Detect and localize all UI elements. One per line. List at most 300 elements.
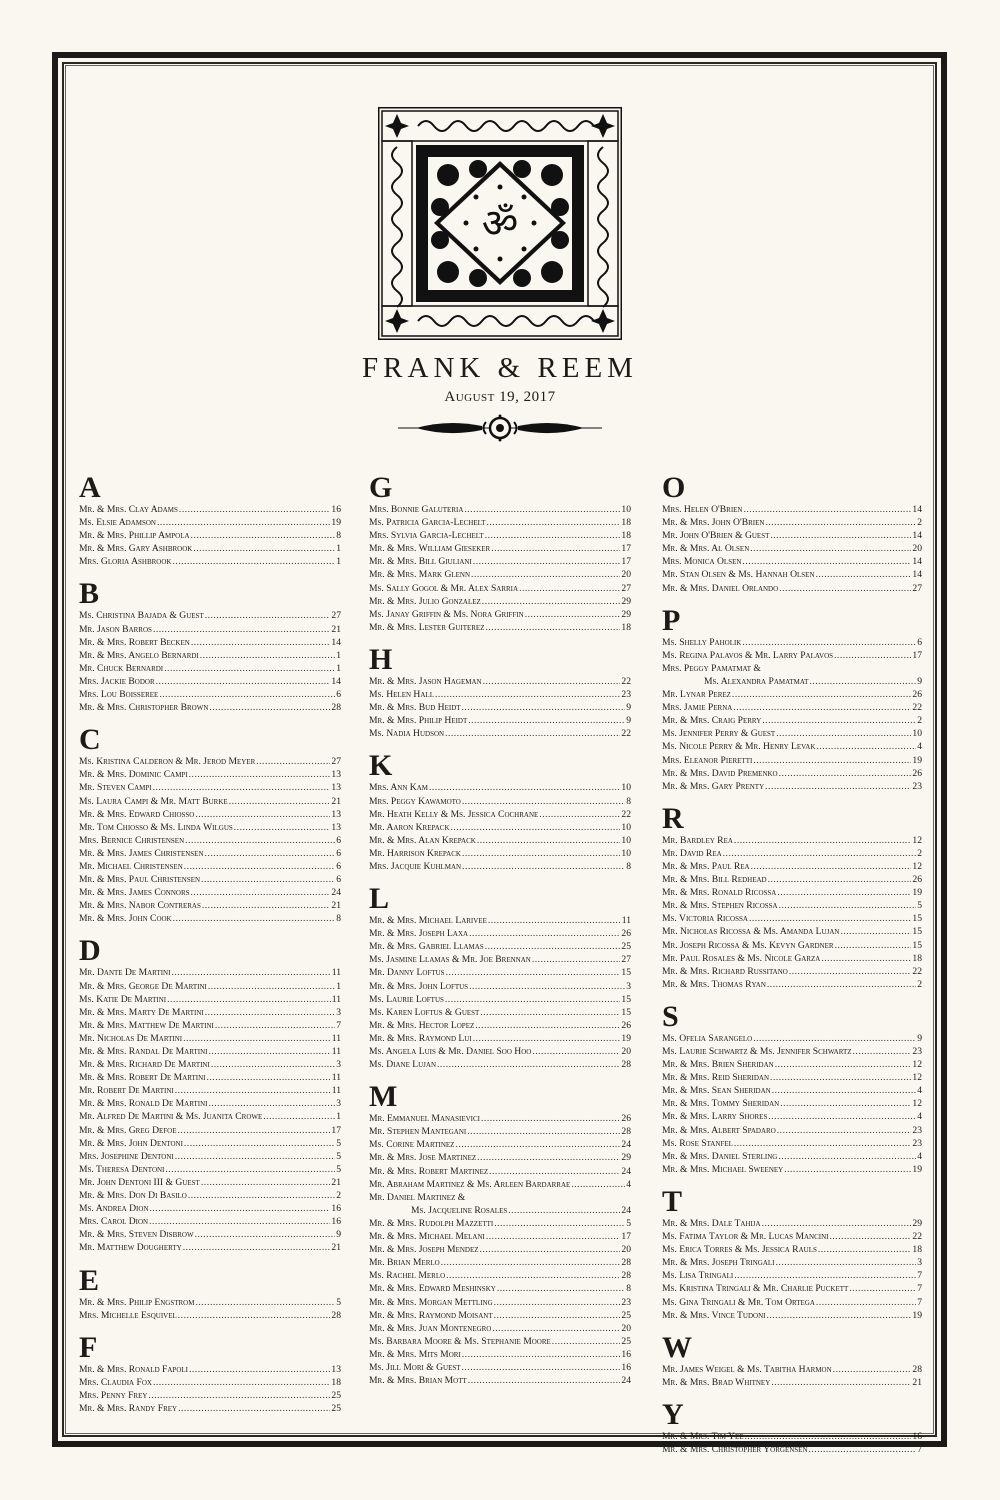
guest-entry [369,1178,631,1191]
dot-leader [473,555,621,568]
table-number: 20 [621,569,631,581]
guest-entry [79,1110,341,1123]
table-number: 10 [621,504,631,515]
table-number: 26 [912,689,922,701]
guest-name: Mr. Stephen Mantegani [369,1126,467,1138]
guest-entry [369,1006,631,1019]
section-letter: Y [662,1397,684,1431]
guest-entry [369,993,631,1006]
dot-leader [173,912,336,925]
table-number: 25 [331,1402,341,1414]
guest-entry [662,1032,922,1045]
table-number: 16 [331,1216,341,1228]
table-number: 22 [912,1231,922,1243]
guest-entry [662,1269,922,1282]
section-letter: B [79,577,100,611]
dot-leader [468,1374,621,1387]
guest-entry [369,847,631,860]
guest-name: Mr. & Mrs. Rudolph Mazzetti [369,1217,494,1229]
dot-leader [195,1228,336,1241]
guest-name: Ms. Fatima Taylor & Mr. Lucas Mancini [662,1231,829,1243]
guest-name: Ms. Janay Griffin & Ms. Nora Griffin [369,608,524,620]
guest-name: Mr. Nicholas Ricossa & Ms. Amanda Lujan [662,926,840,938]
table-number: 19 [912,1309,922,1321]
guest-entry [369,727,631,740]
table-number: 27 [621,582,631,594]
guest-entry [79,768,341,781]
guest-name: Mr. & Mrs. Gary Prenty [662,780,765,792]
table-number: 13 [331,808,341,820]
guest-entry [79,755,341,768]
guest-name: Mr. & Mrs. Bill Giuliani [369,556,472,568]
section-letter: A [79,471,101,504]
section-h [369,644,631,740]
guest-name: Mr. & Mrs. Brad Whitney [662,1376,771,1388]
dot-leader [519,582,620,595]
dot-leader [776,1256,917,1269]
dot-leader [483,675,621,688]
dot-leader [779,582,911,595]
guest-entry [662,1363,922,1376]
guest-name: Ms. Jasmine Llamas & Mr. Joe Brennan [369,954,531,966]
section-letter: W [662,1330,692,1364]
table-number: 24 [621,1139,631,1151]
table-number: 25 [331,1389,341,1401]
dot-leader [189,1363,330,1376]
guest-entry [662,1124,922,1137]
guest-name: Mr. & Mrs. Alan Krepack [369,834,476,846]
guest-name: Mr. Emmanuel Manasievici [369,1113,481,1125]
guest-name: Mr. & Mrs. Sean Sheridan [662,1085,771,1097]
table-number: 26 [621,1113,631,1125]
guest-entry [79,1402,341,1415]
table-number: 19 [912,887,922,899]
guest-name: Ms. Alexandra Pamatmat [704,675,809,687]
table-number: 11 [331,1072,341,1084]
table-number: 4 [917,1150,922,1162]
guest-entry [369,860,631,873]
dot-leader [195,1296,335,1309]
section-letter: P [662,603,681,637]
table-number: 15 [621,967,631,979]
guest-entry [662,1045,922,1058]
guest-entry [662,860,922,873]
table-number: 18 [621,517,631,529]
guest-entry [662,1084,922,1097]
dot-leader [778,1150,916,1163]
guest-entry [662,555,922,568]
dot-leader [732,688,911,701]
guest-entry [662,568,922,581]
guest-name: Mr. & Mrs. Robert Martinez [369,1165,489,1177]
guest-name: Mr. & Mrs. John Dentoni [79,1137,183,1149]
table-number: 13 [331,782,341,794]
guest-name: Mrs. Penny Frey [79,1389,148,1401]
dot-leader [208,1097,335,1110]
table-number: 10 [621,847,631,859]
guest-entry [662,912,922,925]
guest-entry [79,886,341,899]
table-number: 20 [621,1046,631,1057]
guest-entry [369,1112,631,1125]
table-number: 28 [912,1363,922,1375]
dot-leader [488,914,621,927]
guest-name: Ms. Rose Stanfel [662,1137,733,1149]
section-m [369,1081,631,1387]
guest-entry [369,1374,631,1387]
guest-entry [369,1125,631,1138]
dot-leader [780,1097,911,1110]
guest-name: Ms. Diane Lujan [369,1059,437,1071]
guest-entry [369,621,631,634]
guest-entry [369,714,631,727]
guest-name: Mr. & Mrs. Raymond Moisant [369,1309,493,1321]
guest-name: Mr. & Mrs. Juan Montenegro [369,1322,492,1334]
table-number: 1 [336,543,341,555]
table-number: 25 [621,1335,631,1347]
guest-entry [79,688,341,701]
table-number: 11 [331,1032,341,1044]
guest-name: Ms. Jacqueline Rosales [411,1204,508,1216]
couple-names: FRANK & REEM [362,352,638,384]
table-number: 2 [917,715,922,727]
guest-name: Ms. Laurie Loftus [369,993,444,1005]
dot-leader [205,1006,335,1019]
guest-name: Mr. Matthew Dougherty [79,1242,182,1254]
guest-name: Mrs. Monica Olsen [662,556,742,568]
section-w [662,1332,922,1389]
guest-entry [369,1230,631,1243]
guest-entry [662,1110,922,1123]
table-number: 29 [912,1217,922,1229]
guest-name: Mr. & Mrs. Mark Glenn [369,569,471,581]
guest-name: Mrs. Peggy Kawamoto [369,795,461,807]
guest-name: Ms. Rachel Merlo [369,1270,446,1282]
table-number: 14 [912,569,922,581]
dot-leader [157,516,330,529]
guest-name: Mr. & Mrs. Randy Frey [79,1402,178,1414]
dot-leader [745,1430,912,1443]
table-number: 24 [331,887,341,899]
dot-leader [771,1376,911,1389]
guest-name: Mr. Jason Barros [79,623,152,635]
dot-leader [835,939,912,952]
guest-name: Mr. Aaron Krepack [369,821,450,833]
guest-entry [79,821,341,834]
dot-leader [195,808,330,821]
guest-entry [662,1217,922,1230]
table-number: 3 [336,1059,341,1071]
section-k [369,750,631,873]
dot-leader [184,860,335,873]
guest-name: Mr. & Mrs. Hector Lopez [369,1019,475,1031]
guest-entry [662,1256,922,1269]
dot-leader [525,608,621,621]
dot-leader [480,1243,621,1256]
guest-name: Ms. Kristina Tringali & Mr. Charlie Puckett [662,1283,849,1295]
dot-leader [776,727,911,740]
guest-entry [662,754,922,767]
guest-name: Mr. & Mrs. Ronald De Martini [79,1098,208,1110]
table-number: 9 [336,1229,341,1241]
guest-entry [79,795,341,808]
table-number: 20 [621,1244,631,1256]
table-number: 7 [917,1283,922,1295]
dot-leader [200,649,335,662]
guest-name: Mr. & Mrs. Matthew De Martini [79,1019,214,1031]
guest-name: Mr. & Mrs. Philip Engstrom [79,1296,195,1308]
table-number: 17 [912,649,922,661]
dot-leader [183,1241,331,1254]
table-number: 5 [336,1137,341,1149]
dot-leader [469,980,625,993]
table-number: 14 [331,636,341,648]
guest-entry [369,1256,631,1269]
table-number: 14 [912,556,922,568]
guest-entry [79,623,341,636]
section-p [662,605,922,793]
guest-entry [79,516,341,529]
guest-name: Mr. & Mrs. Jose Martinez [369,1152,477,1164]
guest-name: Ms. Kristina Calderon & Mr. Jerod Meyer [79,756,256,768]
table-number: 15 [912,939,922,951]
guest-name: Mr. & Mrs. Richard Russitano [662,965,788,977]
dot-leader [723,847,917,860]
guest-name: Mr. Chuck Bernardi [79,662,164,674]
guest-entry [79,1058,341,1071]
section-letter: H [369,642,393,676]
guest-name: Mr. & Mrs. James Connors [79,887,190,899]
guest-entry [79,1150,341,1163]
guest-name: Mr. & Mrs. Christopher Brown [79,702,209,714]
guest-name: Mr. & Mrs. Tim Yee [662,1430,744,1442]
dot-leader [429,781,620,794]
guest-name: Mr. & Mrs. Jason Hageman [369,675,482,687]
guest-name: Ms. Shelly Paholik [662,636,742,648]
guest-name: Mr. & Mrs. Joseph Tringali [662,1257,775,1269]
dot-leader [487,516,621,529]
table-number: 2 [336,1190,341,1202]
table-number: 5 [336,1163,341,1175]
dot-leader [153,623,330,636]
guest-entry [369,595,631,608]
guest-name: Ms. Ofelia Sarangelo [662,1032,753,1044]
dot-leader [834,649,911,662]
dot-leader [148,1389,330,1402]
table-number: 23 [621,1296,631,1308]
guest-entry [662,1376,922,1389]
dot-leader [777,886,911,899]
guest-name: Ms. Jill Mori & Guest [369,1361,461,1373]
dot-leader [494,1296,621,1309]
dot-leader [477,834,621,847]
guest-entry [79,675,341,688]
dot-leader [784,1163,911,1176]
dot-leader [179,503,330,516]
table-number: 8 [626,795,631,807]
seating-column-2 [369,472,631,1397]
guest-entry [79,873,341,886]
guest-name: Mr. & Mrs. George De Martini [79,980,207,992]
guest-name: Ms. Patricia Garcia-Lechelt [369,517,486,529]
guest-entry [79,662,341,675]
dot-leader [816,740,916,753]
dot-leader [178,1309,331,1322]
table-number: 26 [912,874,922,886]
table-number: 29 [621,608,631,620]
guest-entry [662,1243,922,1256]
dot-leader [215,1019,335,1032]
dot-leader [749,912,911,925]
dot-leader [445,727,620,740]
guest-entry [662,834,922,847]
guest-name: Mr. & Mrs. Larry Shores [662,1111,768,1123]
table-number: 10 [621,782,631,794]
table-number: 15 [621,1006,631,1018]
guest-entry [369,1335,631,1348]
guest-name: Mr. & Mrs. Marty De Martini [79,1006,204,1018]
guest-entry [79,1124,341,1137]
guest-entry [79,980,341,993]
table-number: 8 [336,913,341,925]
guest-entry [662,1097,922,1110]
dot-leader [571,1178,625,1191]
table-number: 25 [621,1309,631,1321]
dot-leader [451,821,621,834]
table-number: 6 [336,689,341,701]
table-number: 27 [912,582,922,594]
table-number: 1 [336,980,341,992]
dot-leader [175,1150,335,1163]
table-number: 28 [331,1309,341,1321]
table-number: 11 [621,915,631,927]
table-number: 28 [621,1126,631,1138]
section-c [79,724,341,925]
guest-name: Ms. Erica Torres & Ms. Jessica Rauls [662,1244,817,1256]
guest-entry [369,914,631,927]
table-number: 16 [912,1430,922,1442]
dot-leader [840,925,911,938]
guest-name: Mr. John O'Brien & Guest [662,530,770,542]
guest-name: Mr. & Mrs. Reid Sheridan [662,1072,770,1084]
section-letter: L [369,882,390,916]
guest-name: Mr. Heath Kelly & Ms. Jessica Cochrane [369,808,539,820]
dot-leader [164,662,335,675]
guest-name: Mr. & Mrs. Richard De Martini [79,1059,210,1071]
dot-leader [532,953,621,966]
section-b [79,578,341,714]
table-number: 25 [621,941,631,953]
guest-name: Ms. Helen Hall [369,689,434,701]
table-number: 16 [331,504,341,515]
guest-name: Mr. & Mrs. Nabor Contreras [79,900,201,912]
guest-entry [369,701,631,714]
dot-leader [188,1189,335,1202]
dot-leader [821,952,911,965]
guest-name: Ms. Regina Palavos & Mr. Larry Palavos [662,649,834,661]
guest-entry [369,1269,631,1282]
guest-name: Mr. & Mrs. Joseph Laxa [369,928,469,940]
dot-leader [770,529,911,542]
dot-leader [853,1045,912,1058]
guest-entry [369,1204,631,1217]
table-number: 18 [621,530,631,542]
table-number: 26 [621,1019,631,1031]
guest-name: Mrs. Jamie Perna [662,702,733,714]
table-number: 28 [331,702,341,714]
dot-leader [184,1137,335,1150]
section-letter: C [79,723,101,757]
dot-leader [191,886,331,899]
guest-name: Mr. Brian Merlo [369,1257,440,1269]
guest-name: Mr. & Mrs. William Gieseker [369,543,491,555]
guest-name: Mr. & Mrs. Don Di Basilo [79,1190,187,1202]
table-number: 20 [621,1322,631,1334]
guest-name: Mrs. Jackie Bodor [79,675,155,687]
guest-entry [369,516,631,529]
table-number: 5 [917,900,922,912]
dot-leader [153,1376,330,1389]
table-number: 24 [621,1165,631,1177]
guest-entry [369,821,631,834]
table-number: 9 [626,715,631,727]
guest-entry [79,1097,341,1110]
dot-leader [818,1243,912,1256]
guest-name: Mr. & Mrs. Christopher Yorgensen [662,1443,808,1455]
section-letter: O [662,471,686,504]
guest-name: Mr. Steven Campi [79,782,152,794]
section-letter: D [79,934,101,968]
table-number: 1 [336,556,341,568]
guest-name: Mr. David Rea [662,847,722,859]
guest-entry [662,1071,922,1084]
table-number: 23 [912,1124,922,1136]
section-t [662,1186,922,1322]
dot-leader [779,899,917,912]
guest-entry [369,503,631,516]
table-number: 7 [917,1296,922,1308]
event-date: August 19, 2017 [444,389,556,405]
dot-leader [742,636,916,649]
dot-leader [734,834,911,847]
guest-name: Mr. & Mrs. Michael Melani [369,1231,485,1243]
table-number: 15 [912,926,922,938]
guest-entry [369,542,631,555]
guest-name: Ms. Christina Bajada & Guest [79,610,204,622]
guest-entry [662,1137,922,1150]
table-number: 1 [336,662,341,674]
dot-leader [491,542,620,555]
guest-entry [369,795,631,808]
dot-leader [165,1163,335,1176]
guest-entry [369,1019,631,1032]
guest-entry [662,727,922,740]
dot-leader [494,1217,625,1230]
guest-name: Mr. & Mrs. John Cook [79,913,172,925]
guest-entry [662,899,922,912]
guest-entry [369,555,631,568]
table-number: 28 [621,1257,631,1269]
guest-entry [79,1137,341,1150]
guest-name: Ms. Sally Gogol & Mr. Alex Sarria [369,582,519,594]
table-number: 18 [912,952,922,964]
guest-name: Mr. & Mrs. Robert Becken [79,636,190,648]
guest-name: Mr. & Mrs. Daniel Sterling [662,1150,778,1162]
table-number: 18 [331,1376,341,1388]
guest-name: Mr. & Mrs. Philip Heidt [369,715,468,727]
table-number: 21 [331,1242,341,1254]
dot-leader [830,1230,912,1243]
